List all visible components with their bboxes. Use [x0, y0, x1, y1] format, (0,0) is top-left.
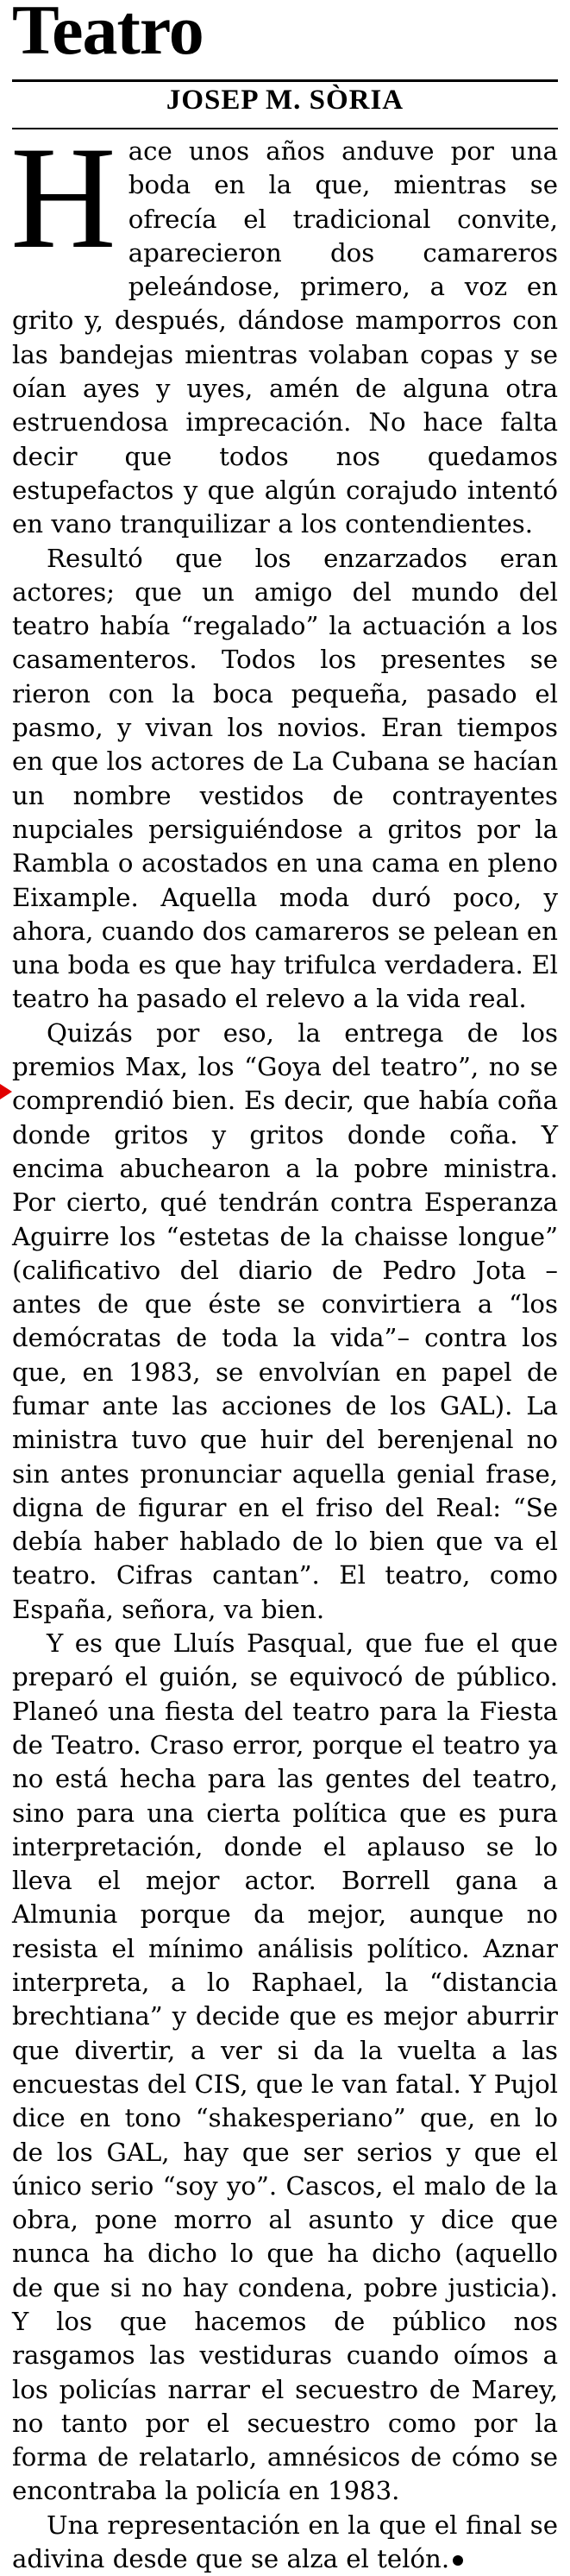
paragraph-5-text: Una representación en la que el final se adivina desde que se alza el telón. [12, 2510, 558, 2574]
author-byline: JOSEP M. SÒRIA [166, 85, 404, 116]
paragraph-3: Quizás por eso, la entrega de los premios Max, los “Goya del teatro”, no se comprendió bien. Es decir, que había coña donde gritos y gritos donde coña. Y encima abuchearon a la pobre ministra. Por cierto, qué tendrán contra Esperanza Aguirre los “estetas de la chaisse longue” (calificativo del diario de Pedro Jota –antes de que éste se convirtiera a “los demócratas de toda la vida”– contra los que, en 1983, se envolvían en papel de fumar ante las acciones de los GAL). La ministra tuvo que huir del berenjenal no sin antes pronunciar aquella genial frase, digna de figurar en el friso del Real: “Se debía haber hablado de lo bien que va el teatro. Cifras cantan”. El teatro, como España, señora, va bien. [12, 1017, 558, 1624]
paragraph-2: Resultó que los enzarzados eran actores; que un amigo del mundo del teatro había “regalado” la actuación a los casamenteros. Todos los presentes se rieron con la boca pequeña, pasado el pasmo, y vivan los novios. Eran tiempos en que los actores de La Cubana se hacían un nombre vestidos de contrayentes nupciales persiguiéndose a gritos por la Rambla o acostados en una cama en pleno Eixample. Aquella moda duró poco, y ahora, cuando dos camareros se pelean en una boda es que hay trifulca verdadera. El teatro ha pasado el relevo a la vida real. [12, 543, 558, 1014]
paragraph-5 [12, 2509, 558, 2576]
end-mark-icon [453, 2555, 463, 2566]
top-rule [12, 79, 558, 82]
section-title: Teatro [12, 0, 204, 69]
drop-cap: H [10, 117, 116, 279]
red-arrow-marker-icon [0, 1084, 12, 1099]
article-body [10, 117, 558, 2576]
paragraph-1-text: ace unos años anduve por una boda en la que, mientras se ofrecía el tradicional convite, aparecieron dos camareros peleándose, primero, a voz en grito y, después, dándose mamporros con las bandejas mientras volaban copas y se oían ayes y uyes, amén de alguna otra estruendosa imprecación. No hace falta decir que todos nos quedamos estupefactos y que algún corajudo intentó en vano tranquilizar a los contendientes. [12, 136, 558, 539]
paragraph-4: Y es que Lluís Pasqual, que fue el que preparó el guión, se equivocó de público. Planeó una fiesta del teatro para la Fiesta de Teatro. Craso error, porque el teatro ya no está hecha para las gentes del teatro, sino para una cierta política que es pura interpretación, donde el aplauso se lo lleva el mejor actor. Borrell gana a Almunia porque da mejor, aunque no resista el mínimo análisis político. Aznar interpreta, a lo Raphael, la “distancia brechtiana” y decide que es mejor aburrir que divertir, a ver si da la vuelta a las encuestas del CIS, que le van fatal. Y Pujol dice en tono “shakesperiano” que, en lo de los GAL, hay que ser serios y que el único serio “soy yo”. Cascos, el malo de la obra, pone morro al asunto y dice que nunca ha dicho lo que ha dicho (aquello de que si no hay condena, pobre justicia). Y los que hacemos de público nos rasgamos las vestiduras cuando oímos a los policías narrar el secuestro de Marey, no tanto por el secuestro como por la forma de relatarlo, amnésicos de cómo se encontraba la policía en 1983. [12, 1628, 558, 2506]
paragraph-1 [10, 117, 558, 542]
